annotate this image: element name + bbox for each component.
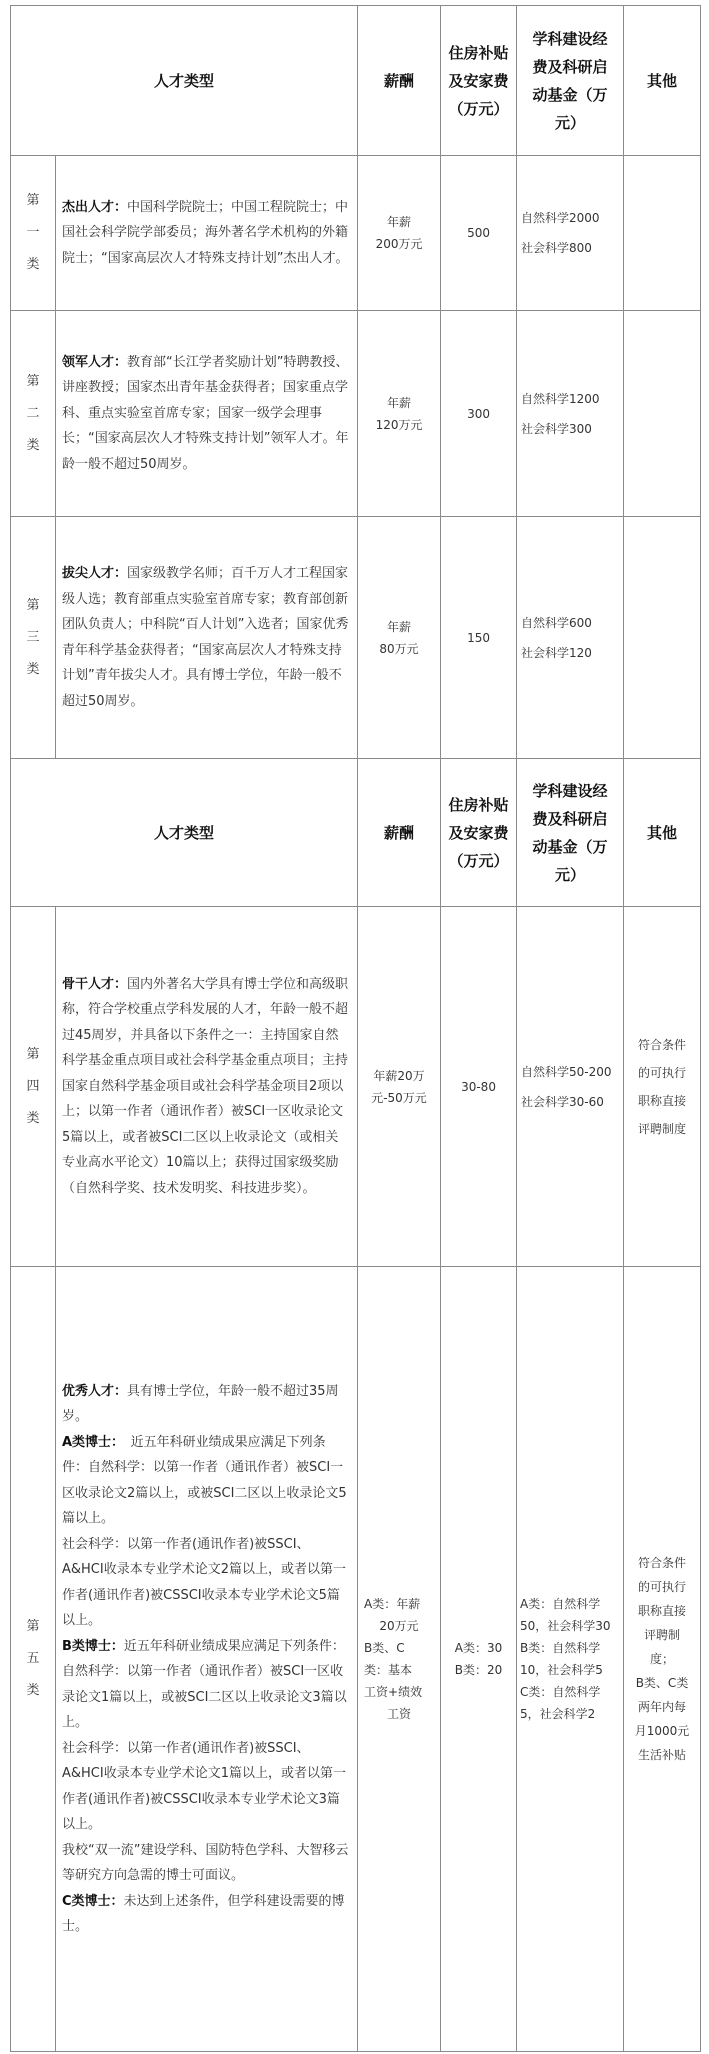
category-cell: 第 二 类 xyxy=(11,311,56,517)
fund-cell: A类：自然科学 50，社会科学30 B类：自然科学 10，社会科学5 C类：自然科学 5，社会科学2 xyxy=(517,1267,624,2052)
description-cell xyxy=(56,156,358,311)
category-cell: 第 三 类 xyxy=(11,517,56,759)
description-cell xyxy=(56,907,358,1267)
header-other: 其他 xyxy=(624,759,701,907)
talent-title: A类博士： xyxy=(62,1434,118,1450)
talent-table xyxy=(10,5,701,2052)
talent-policy-document xyxy=(10,5,700,2052)
salary-cell: 年薪 120万元 xyxy=(358,311,441,517)
category-cell: 第 一 类 xyxy=(11,156,56,311)
talent-title: B类博士： xyxy=(62,1638,124,1654)
fund-cell: 自然科学600 社会科学120 xyxy=(517,517,624,759)
other-cell xyxy=(624,517,701,759)
fund-cell: 自然科学1200 社会科学300 xyxy=(517,311,624,517)
table-row xyxy=(11,311,701,517)
header-housing: 住房补贴 及安家费 （万元） xyxy=(441,6,517,156)
salary-cell: 年薪 80万元 xyxy=(358,517,441,759)
header-talent-type: 人才类型 xyxy=(11,6,358,156)
other-cell xyxy=(624,156,701,311)
header-salary: 薪酬 xyxy=(358,6,441,156)
header-talent-type: 人才类型 xyxy=(11,759,358,907)
salary-cell: 年薪20万 元-50万元 xyxy=(358,907,441,1267)
header-other: 其他 xyxy=(624,6,701,156)
talent-title: 杰出人才： xyxy=(62,199,128,215)
talent-desc: 国家级教学名师；百千万人才工程国家级人选；教育部重点实验室首席专家；教育部创新团队负责人；中科院“百人计划”入选者；国家优秀青年科学基金获得者；“国家高层次人才特殊支持计划”青年拔尖人才。具有博士学位，年龄一般不超过50周岁。 xyxy=(62,566,349,709)
housing-cell: 300 xyxy=(441,311,517,517)
table-row xyxy=(11,1267,701,2052)
header-row xyxy=(11,6,701,156)
housing-cell: 500 xyxy=(441,156,517,311)
header-housing: 住房补贴 及安家费 （万元） xyxy=(441,759,517,907)
housing-cell: 150 xyxy=(441,517,517,759)
salary-cell: A类：年薪 20万元 B类、C 类：基本 工资+绩效 工资 xyxy=(358,1267,441,2052)
table-row xyxy=(11,907,701,1267)
fund-cell: 自然科学2000 社会科学800 xyxy=(517,156,624,311)
header-fund: 学科建设经 费及科研启 动基金（万 元） xyxy=(517,6,624,156)
other-cell: 符合条件 的可执行 职称直接 评聘制 度； B类、C类 两年内每 月1000元 生活补贴 xyxy=(624,1267,701,2052)
talent-title: 优秀人才： xyxy=(62,1383,128,1399)
talent-title: 骨干人才： xyxy=(62,976,128,992)
talent-title: C类博士： xyxy=(62,1893,124,1909)
talent-desc: 国内外著名大学具有博士学位和高级职称，符合学校重点学科发展的人才，年龄一般不超过45周岁，并具备以下条件之一：主持国家自然科学基金重点项目或社会科学基金重点项目；主持国家自然科学基金项目或社会科学基金项目2项以上；以第一作者（通讯作者）被SCI一区收录论文5篇以上，或者被SCI二区以上收录论文（或相关专业高水平论文）10篇以上；获得过国家级奖励（自然科学奖、技术发明奖、科技进步奖）。 xyxy=(62,976,349,1196)
talent-desc: 教育部“长江学者奖励计划”特聘教授、讲座教授；国家杰出青年基金获得者；国家重点学科、重点实验室首席专家；国家一级学会理事长；“国家高层次人才特殊支持计划”领军人才。年龄一般不超过50周岁。 xyxy=(62,354,349,472)
talent-title: 领军人才： xyxy=(62,354,128,370)
header-salary: 薪酬 xyxy=(358,759,441,907)
description-cell: 优秀人才：具有博士学位，年龄一般不超过35周岁。 A类博士： 近五年科研业绩成果应满足下列条件：自然科学：以第一作者（通讯作者）被SCI一区收录论文2篇以上，或被SCI二区以上收录论文5篇以上。 社会科学：以第一作者(通讯作者)被SSCI、A&HCI收录本专业学术论文2篇以上，或者以第一作者(通讯作者)被CSSCI收录本专业学术论文5篇以上。 B类博士：近五年科研业绩成果应满足下列条件：自然科学：以第一作者（通讯作者）被SCI一区收录论文1篇以上，或被SCI二区以上收录论文3篇以上。 社会科学：以第一作者(通讯作者)被SSCI、A&HCI收录本专业学术论文1篇以上，或者以第一作者(通讯作者)被CSSCI收录本专业学术论文3篇以上。 我校“双一流”建设学科、国防特色学科、大智移云等研究方向急需的博士可面议。 C类博士：未达到上述条件，但学科建设需要的博士。 xyxy=(56,1267,358,2052)
salary-cell: 年薪 200万元 xyxy=(358,156,441,311)
table-row xyxy=(11,517,701,759)
talent-desc: 中国科学院院士；中国工程院院士；中国社会科学院学部委员；海外著名学术机构的外籍院士；“国家高层次人才特殊支持计划”杰出人才。 xyxy=(62,199,349,266)
other-cell xyxy=(624,311,701,517)
talent-title: 拔尖人才： xyxy=(62,566,128,581)
header-row-repeat xyxy=(11,759,701,907)
housing-cell: 30-80 xyxy=(441,907,517,1267)
other-cell: 符合条件 的可执行 职称直接 评聘制度 xyxy=(624,907,701,1267)
description-cell xyxy=(56,517,358,759)
header-fund: 学科建设经 费及科研启 动基金（万 元） xyxy=(517,759,624,907)
category-cell: 第 四 类 xyxy=(11,907,56,1267)
description-cell xyxy=(56,311,358,517)
table-row xyxy=(11,156,701,311)
fund-cell: 自然科学50-200 社会科学30-60 xyxy=(517,907,624,1267)
category-cell: 第 五 类 xyxy=(11,1267,56,2052)
housing-cell: A类：30 B类：20 xyxy=(441,1267,517,2052)
